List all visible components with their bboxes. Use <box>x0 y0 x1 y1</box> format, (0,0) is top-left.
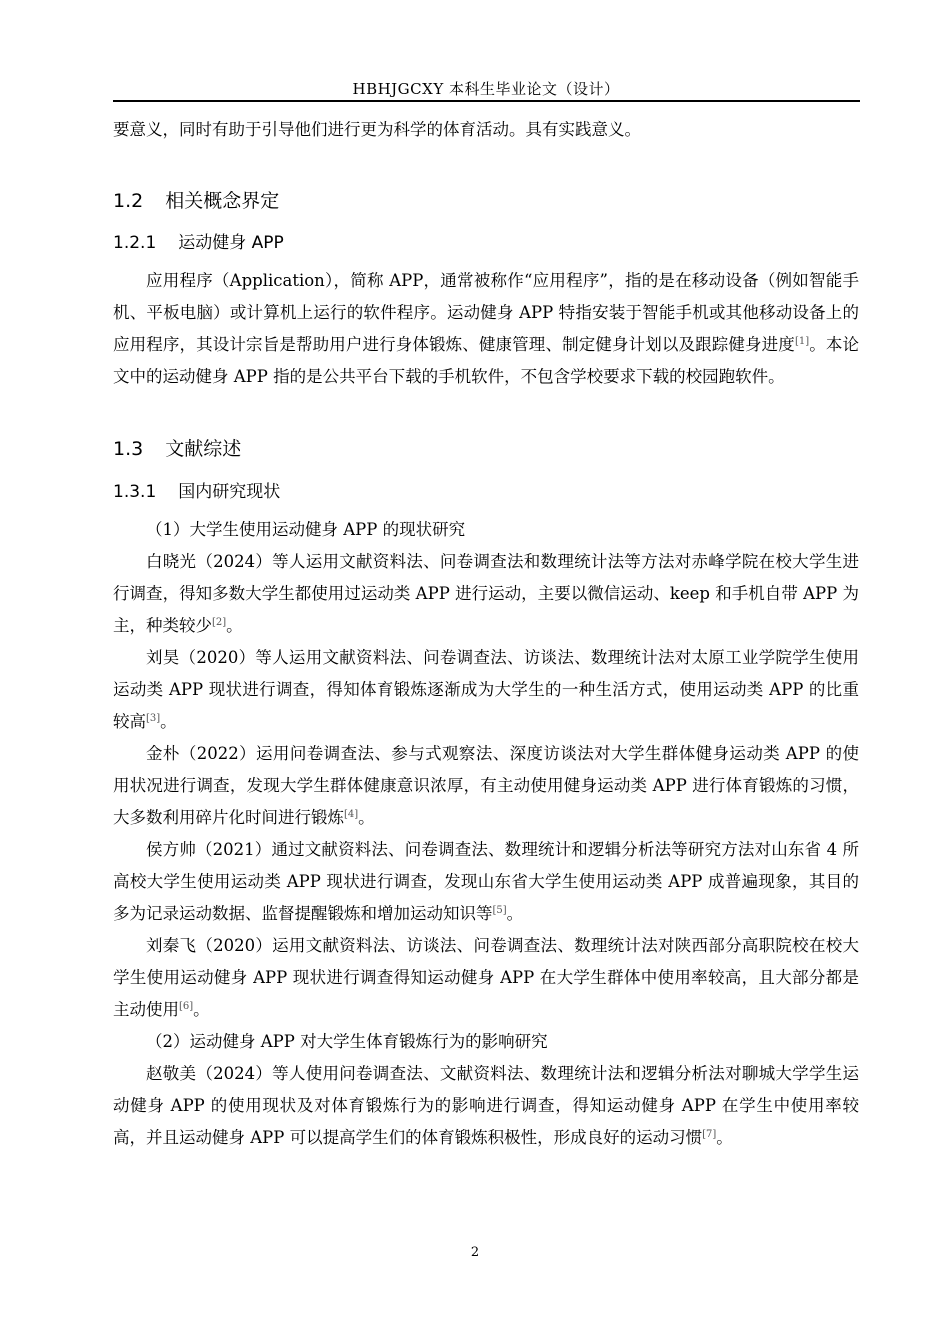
paragraph-app-definition: 应用程序（Application），简称 APP，通常被称作“应用程序”，指的是在移动设备（例如智能手机、平板电脑）或计算机上运行的软件程序。运动健身 APP 特指安装于智能手机或其他移动设备上的应用程序，其设计宗旨是帮助用户进行身体锻炼、健康管理、制定健身计划以及跟踪健身进度[1]。本论文中的运动健身 APP 指的是公共平台下载的手机软件，不包含学校要求下载的校园跑软件。 <box>113 271 860 386</box>
citation: [3] <box>146 713 161 724</box>
subsection-heading-1-2-1 <box>113 229 859 257</box>
citation: [4] <box>344 809 359 820</box>
header-rule <box>113 100 860 102</box>
page-content <box>113 114 859 1154</box>
citation: [6] <box>179 1001 194 1012</box>
subsection-title: 国内研究现状 <box>178 482 281 502</box>
citation: [1] <box>794 336 810 347</box>
section-number: 1.3 <box>113 438 144 460</box>
section-number: 1.2 <box>113 190 144 212</box>
subsection-title: 运动健身 APP <box>178 233 284 253</box>
citation: [5] <box>492 905 507 916</box>
paragraph-zhao: 赵敬美（2024）等人使用问卷调查法、文献资料法、数理统计法和逻辑分析法对聊城大学学生运动健身 APP 的使用现状及对体育锻炼行为的影响进行调查，得知运动健身 APP 在学生中使用率较高，并且运动健身 APP 可以提高学生们的体育锻炼积极性，形成良好的运动习惯[7]。 <box>113 1064 859 1147</box>
citation: [7] <box>702 1129 717 1140</box>
section-title: 文献综述 <box>165 438 242 460</box>
paragraph-liu-hao: 刘昊（2020）等人运用文献资料法、问卷调查法、访谈法、数理统计法对太原工业学院学生使用运动类 APP 现状进行调查，得知体育锻炼逐渐成为大学生的一种生活方式，使用运动类 APP 的比重较高[3]。 <box>113 648 859 731</box>
subtopic-heading-2: （2）运动健身 APP 对大学生体育锻炼行为的影响研究 <box>146 1032 548 1051</box>
subtopic-heading-1: （1）大学生使用运动健身 APP 的现状研究 <box>146 520 466 539</box>
section-heading-1-3 <box>113 435 859 463</box>
subsection-number: 1.3.1 <box>113 482 157 502</box>
intro-paragraph: 要意义，同时有助于引导他们进行更为科学的体育活动。具有实践意义。 <box>113 120 641 139</box>
paragraph-liu-qin: 刘秦飞（2020）运用文献资料法、访谈法、问卷调查法、数理统计法对陕西部分高职院校在校大学生使用运动健身 APP 现状进行调查得知运动健身 APP 在大学生群体中使用率较高，且大部分都是主动使用[6]。 <box>113 936 859 1019</box>
paragraph-jin: 金朴（2022）运用问卷调查法、参与式观察法、深度访谈法对大学生群体健身运动类 APP 的使用状况进行调查，发现大学生群体健康意识浓厚，有主动使用健身运动类 APP 进行体育锻炼的习惯，大多数利用碎片化时间进行锻炼[4]。 <box>113 744 859 827</box>
paragraph-hou: 侯方帅（2021）通过文献资料法、问卷调查法、数理统计和逻辑分析法等研究方法对山东省 4 所高校大学生使用运动类 APP 现状进行调查，发现山东省大学生使用运动类 APP 成普遍现象，其目的多为记录运动数据、监督提醒锻炼和增加运动知识等[5]。 <box>113 840 859 923</box>
citation: [2] <box>212 617 227 628</box>
section-title: 相关概念界定 <box>165 190 280 212</box>
paragraph-bai: 白晓光（2024）等人运用文献资料法、问卷调查法和数理统计法等方法对赤峰学院在校大学生进行调查，得知多数大学生都使用过运动类 APP 进行运动，主要以微信运动、keep 和手机自带 APP 为主，种类较少[2]。 <box>113 552 859 635</box>
section-heading-1-2 <box>113 187 859 215</box>
running-header: HBHJGCXY 本科生毕业论文（设计） <box>352 80 620 98</box>
subsection-heading-1-3-1 <box>113 478 859 506</box>
page-number: 2 <box>470 1245 480 1260</box>
subsection-number: 1.2.1 <box>113 233 157 253</box>
